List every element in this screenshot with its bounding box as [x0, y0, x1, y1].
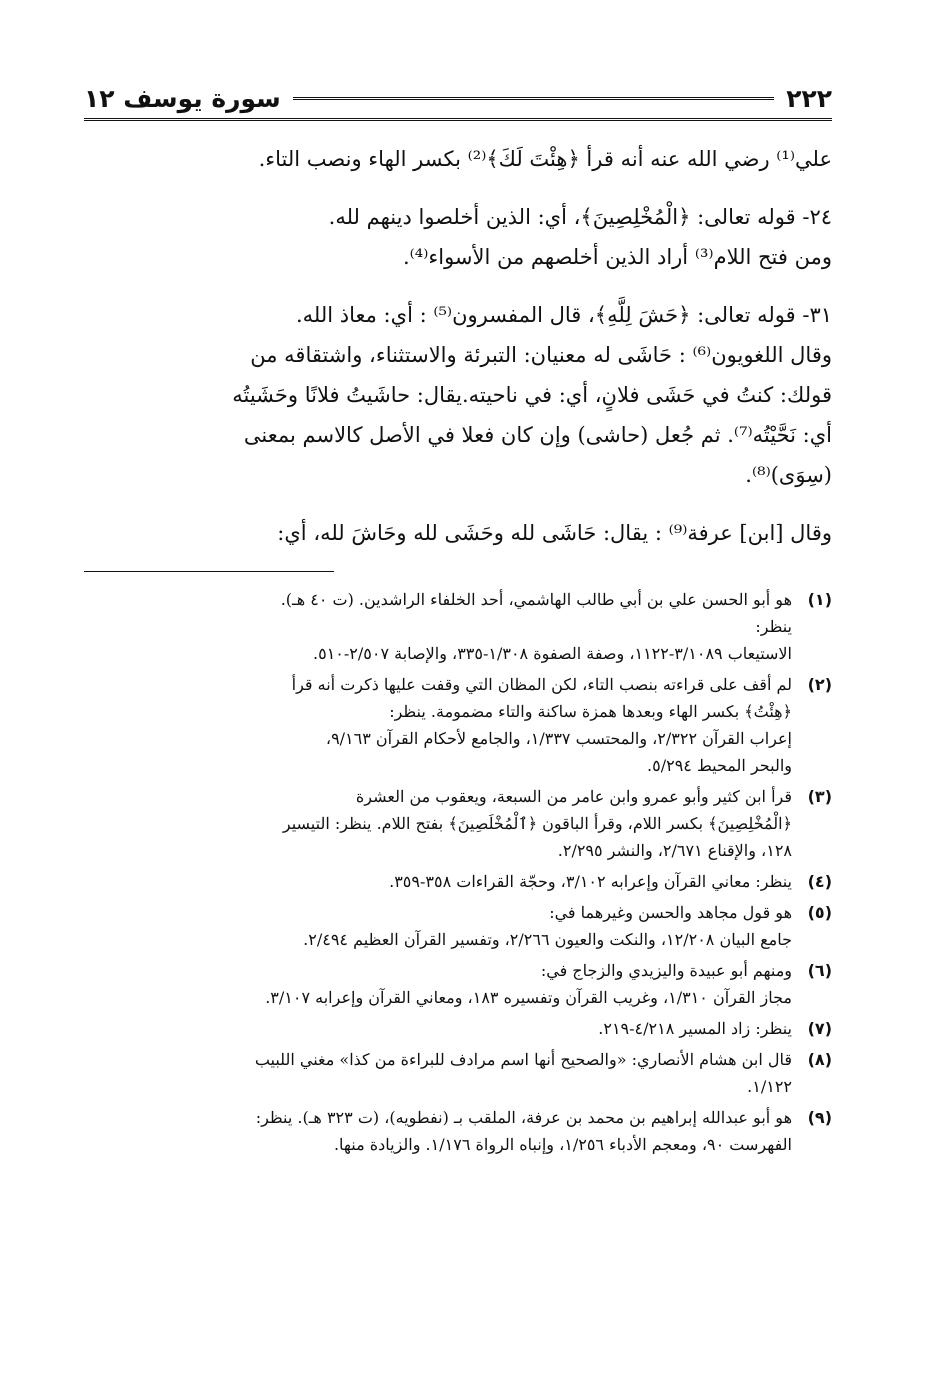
footnote-text — [84, 783, 792, 864]
footnote — [84, 1104, 832, 1158]
footnote-text — [84, 899, 792, 953]
footnote-number: (٢) — [807, 675, 832, 694]
footnote-line: هو قول مجاهد والحسن وغيرهما في: — [549, 903, 792, 922]
footnote-line: والبحر المحيط ٥/٢٩٤. — [647, 756, 792, 775]
footnote-text — [84, 868, 792, 895]
footnote — [84, 1015, 832, 1042]
text-line: وقال [ابن] عرفة⁽⁹⁾ : يقال: حَاشَى لله وحَشَى لله وحَاشَ لله، أي: — [277, 521, 832, 545]
footnote — [84, 586, 832, 667]
footnote — [84, 1046, 832, 1100]
text-line: ٢٤- قوله تعالى: ﴿الْمُخْلِصِينَ﴾، أي: الذين أخلصوا دينهم لله. — [328, 205, 832, 229]
footnote-number: (٧) — [807, 1019, 832, 1038]
running-header — [84, 78, 832, 121]
footnote-number: (٣) — [807, 787, 832, 806]
page — [84, 78, 832, 1162]
paragraph — [84, 197, 832, 277]
footnote-text — [84, 586, 792, 667]
footnote — [84, 868, 832, 895]
footnote-number: (٩) — [807, 1108, 832, 1127]
footnote-line: هو أبو عبدالله إبراهيم بن محمد بن عرفة، الملقب بـ (نفطويه)، (ت ٣٢٣ هـ). ينظر: — [255, 1108, 792, 1127]
page-number: ٢٢٢ — [786, 83, 832, 113]
footnote-line: الاستيعاب ٣/١٠٨٩-١١٢٢، وصفة الصفوة ١/٣٠٨-٣٣٥، والإصابة ٢/٥٠٧-٥١٠. — [313, 644, 792, 663]
footnote-number: (٨) — [807, 1050, 832, 1069]
footnote-number: (٥) — [807, 903, 832, 922]
footnotes — [84, 586, 832, 1158]
footnote-text — [84, 957, 792, 1011]
footnote-number: (٦) — [807, 961, 832, 980]
footnote-line: هو أبو الحسن علي بن أبي طالب الهاشمي، أحد الخلفاء الراشدين. (ت ٤٠ هـ). — [280, 590, 792, 609]
footnote-line: ١/١٢٢. — [747, 1077, 792, 1096]
text-line: وقال اللغويون⁽⁶⁾ : حَاشَى له معنيان: التبرئة والاستثناء، واشتقاقه من — [250, 343, 832, 367]
footnote-line: ﴿الْمُخْلِصِينَ﴾ بكسر اللام، وقرأ الباقون ﴿ٱلْمُخْلَصِينَ﴾ بفتح اللام. ينظر: التيسير — [282, 814, 792, 833]
main-text — [84, 139, 832, 553]
footnote-separator — [84, 571, 334, 572]
footnote-text — [84, 1104, 792, 1158]
footnote-line: ١٢٨، والإقناع ٢/٦٧١، والنشر ٢/٢٩٥. — [557, 841, 792, 860]
footnote-line: ومنهم أبو عبيدة واليزيدي والزجاج في: — [540, 961, 792, 980]
footnote-line: قرأ ابن كثير وأبو عمرو وابن عامر من السبعة، ويعقوب من العشرة — [355, 787, 792, 806]
footnote-line: قال ابن هشام الأنصاري: «والصحيح أنها اسم مرادف للبراءة من كذا» مغني اللبيب — [254, 1050, 792, 1069]
footnote-number: (١) — [807, 590, 832, 609]
footnote-line: الفهرست ٩٠، ومعجم الأدباء ١/٢٥٦، وإنباه الرواة ١/١٧٦. والزيادة منها. — [333, 1135, 792, 1154]
footnote-line: جامع البيان ١٢/٢٠٨، والنكت والعيون ٢/٢٦٦، وتفسير القرآن العظيم ٢/٤٩٤. — [303, 930, 792, 949]
footnote — [84, 783, 832, 864]
text-line: قولك: كنتُ في حَشَى فلانٍ، أي: في ناحيته.يقال: حاشَيتُ فلانًا وحَشَيتُه — [232, 383, 832, 407]
text-line: ٣١- قوله تعالى: ﴿حَشَ لِلَّهِ﴾، قال المفسرون⁽⁵⁾ : أي: معاذ الله. — [295, 303, 832, 327]
footnote — [84, 957, 832, 1011]
footnote-line: لم أقف على قراءته بنصب التاء، لكن المظان التي وقفت عليها ذكرت أنه قرأ — [291, 675, 792, 694]
text-line: أي: نَحَّيْتُه⁽⁷⁾. ثم جُعل (حاشى) وإن كان فعلا في الأصل كالاسم بمعنى — [243, 423, 832, 447]
footnote-line: إعراب القرآن ٢/٣٢٢، والمحتسب ١/٣٣٧، والجامع لأحكام القرآن ٩/١٦٣، — [325, 729, 792, 748]
footnote-line: ينظر: — [755, 617, 792, 636]
paragraph — [84, 139, 832, 179]
text-line: (سِوَى)⁽⁸⁾. — [745, 463, 832, 487]
footnote-text — [84, 1015, 792, 1042]
footnote — [84, 899, 832, 953]
paragraph — [84, 513, 832, 553]
footnote-text — [84, 1046, 792, 1100]
footnote-line: ينظر: زاد المسير ٤/٢١٨-٢١٩. — [598, 1019, 792, 1038]
footnote — [84, 671, 832, 779]
header-rule — [293, 97, 774, 100]
footnote-line: مجاز القرآن ١/٣١٠، وغريب القرآن وتفسيره ١٨٣، ومعاني القرآن وإعرابه ٣/١٠٧. — [265, 988, 792, 1007]
footnote-line: ﴿هِئْتُ﴾ بكسر الهاء وبعدها همزة ساكنة والتاء مضمومة. ينظر: — [389, 702, 792, 721]
text-line: علي⁽¹⁾ رضي الله عنه أنه قرأ ﴿هِئْتَ لَكَ﴾⁽²⁾ بكسر الهاء ونصب التاء. — [258, 147, 832, 171]
surah-title: سورة يوسف ١٢ — [84, 83, 281, 113]
paragraph — [84, 295, 832, 495]
footnote-number: (٤) — [807, 872, 832, 891]
text-line: ومن فتح اللام⁽³⁾ أراد الذين أخلصهم من الأسواء⁽⁴⁾. — [402, 245, 832, 269]
footnote-text — [84, 671, 792, 779]
footnote-line: ينظر: معاني القرآن وإعرابه ٣/١٠٢، وحجّة القراءات ٣٥٨-٣٥٩. — [389, 872, 792, 891]
